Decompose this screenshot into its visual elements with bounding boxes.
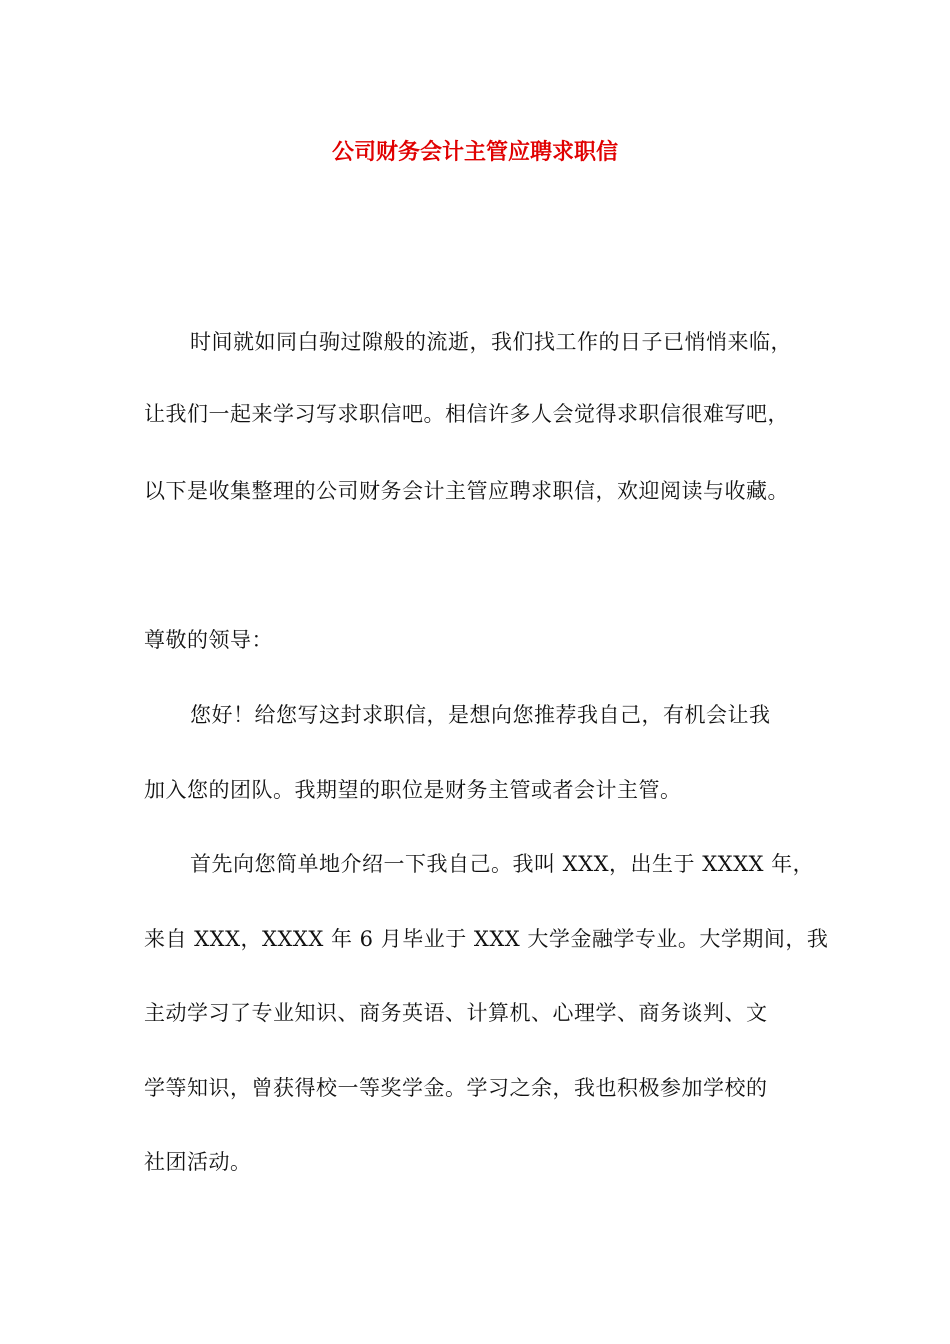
paragraph-line: 首先向您简单地介绍一下我自己。我叫 XXX，出生于 XXXX 年， — [190, 852, 815, 876]
intro-line: 时间就如同白驹过隙般的流逝，我们找工作的日子已悄悄来临， — [190, 330, 792, 354]
intro-line: 以下是收集整理的公司财务会计主管应聘求职信，欢迎阅读与收藏。 — [144, 479, 789, 503]
paragraph-line: 社团活动。 — [144, 1150, 252, 1174]
paragraph-line: 加入您的团队。我期望的职位是财务主管或者会计主管。 — [144, 778, 682, 802]
salutation: 尊敬的领导： — [144, 628, 273, 652]
paragraph-line: 来自 XXX，XXXX 年 6 月毕业于 XXX 大学金融学专业。大学期间，我 — [144, 927, 829, 951]
document-title: 公司财务会计主管应聘求职信 — [331, 139, 618, 165]
paragraph-line: 学等知识，曾获得校一等奖学金。学习之余，我也积极参加学校的 — [144, 1076, 768, 1100]
paragraph-line: 主动学习了专业知识、商务英语、计算机、心理学、商务谈判、文 — [144, 1001, 768, 1025]
intro-line: 让我们一起来学习写求职信吧。相信许多人会觉得求职信很难写吧， — [144, 402, 789, 426]
paragraph-line: 您好！给您写这封求职信，是想向您推荐我自己，有机会让我 — [190, 703, 771, 727]
